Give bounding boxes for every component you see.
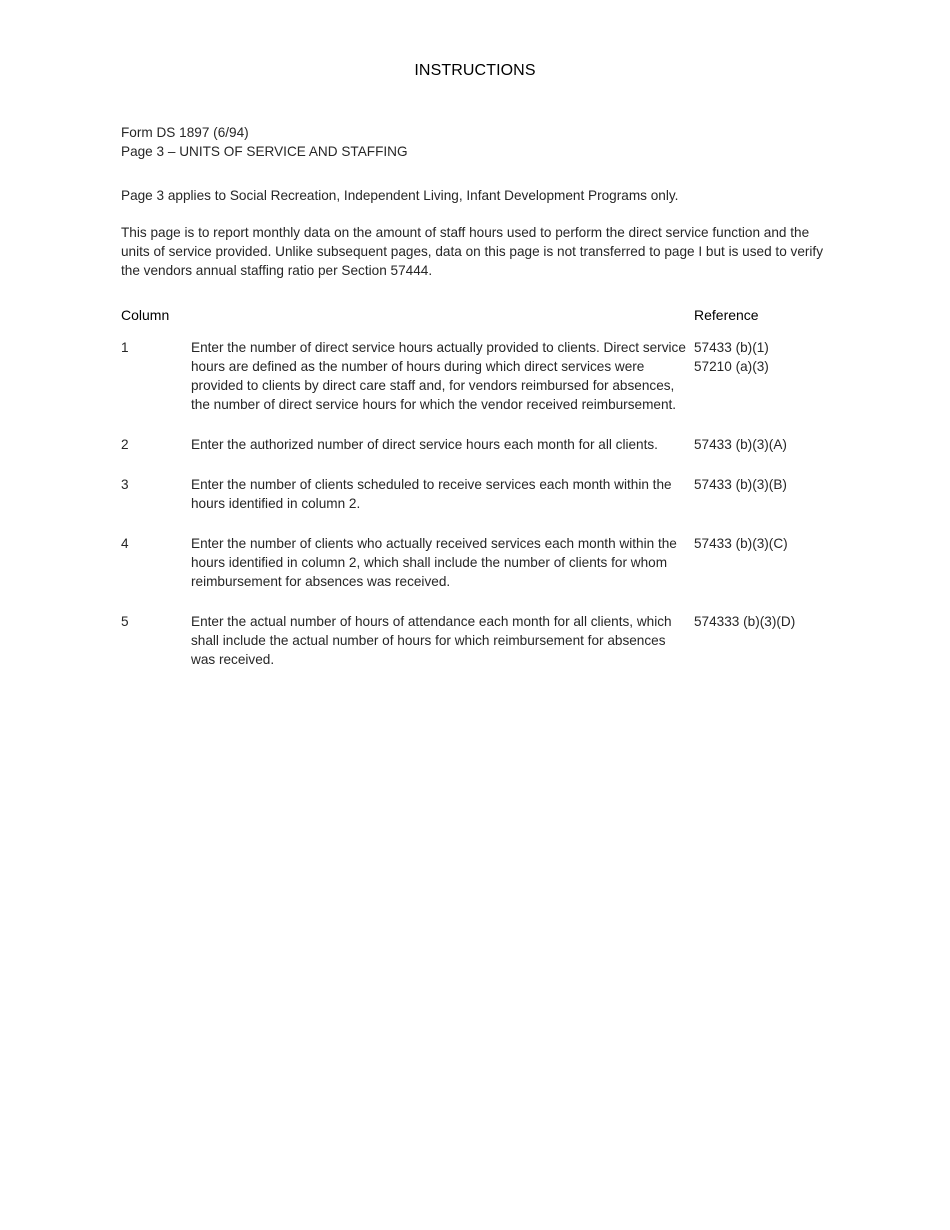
row-column-number: 4 (121, 536, 129, 551)
row-reference (694, 612, 831, 631)
reference-line: 57433 (b)(1) (694, 340, 769, 355)
instructions-table (121, 306, 831, 669)
row-column-number: 3 (121, 477, 129, 492)
row-column-number: 5 (121, 614, 129, 629)
table-row (121, 338, 831, 414)
row-column-number: 1 (121, 340, 129, 355)
table-row (121, 475, 831, 513)
row-reference (694, 475, 831, 494)
row-reference (694, 338, 831, 376)
document-body (121, 123, 831, 669)
reference-header: Reference (694, 307, 759, 323)
row-instruction: Enter the authorized number of direct service hours each month for all clients. (191, 437, 658, 452)
row-instruction: Enter the number of clients who actually received services each month within the hours identified in column 2, which shall include the number of clients for whom reimbursement for absences was received. (191, 536, 677, 589)
row-instruction: Enter the number of clients scheduled to receive services each month within the hours identified in column 2. (191, 477, 672, 511)
form-id: Form DS 1897 (6/94) (121, 125, 249, 140)
applies-paragraph: Page 3 applies to Social Recreation, Independent Living, Infant Development Programs only. (121, 188, 679, 203)
row-column-number: 2 (121, 437, 129, 452)
row-instruction: Enter the actual number of hours of attendance each month for all clients, which shall include the actual number of hours for which reimbursement for absences was received. (191, 614, 672, 667)
table-row (121, 534, 831, 591)
reference-line: 57210 (a)(3) (694, 359, 769, 374)
page-title: INSTRUCTIONS (414, 62, 536, 79)
row-reference (694, 534, 831, 553)
column-header: Column (121, 307, 170, 323)
reference-line: 57433 (b)(3)(B) (694, 477, 787, 492)
row-instruction: Enter the number of direct service hours actually provided to clients. Direct service hours are defined as the number of hours during which direct services were provided to clients by direct care staff and, for vendors reimbursed for absences, the number of direct service hours for which the vendor received reimbursement. (191, 340, 686, 412)
reference-line: 574333 (b)(3)(D) (694, 614, 796, 629)
page-heading: Page 3 – UNITS OF SERVICE AND STAFFING (121, 144, 408, 159)
table-row (121, 612, 831, 669)
form-meta (121, 123, 831, 161)
reference-line: 57433 (b)(3)(A) (694, 437, 787, 452)
table-header (121, 306, 831, 325)
description-paragraph: This page is to report monthly data on the amount of staff hours used to perform the direct service function and the units of service provided. Unlike subsequent pages, data on this page is not transferred to page I but is used to verify the vendors annual staffing ratio per Section 57444. (121, 225, 824, 278)
reference-line: 57433 (b)(3)(C) (694, 536, 788, 551)
row-reference (694, 435, 831, 454)
table-row (121, 435, 831, 454)
